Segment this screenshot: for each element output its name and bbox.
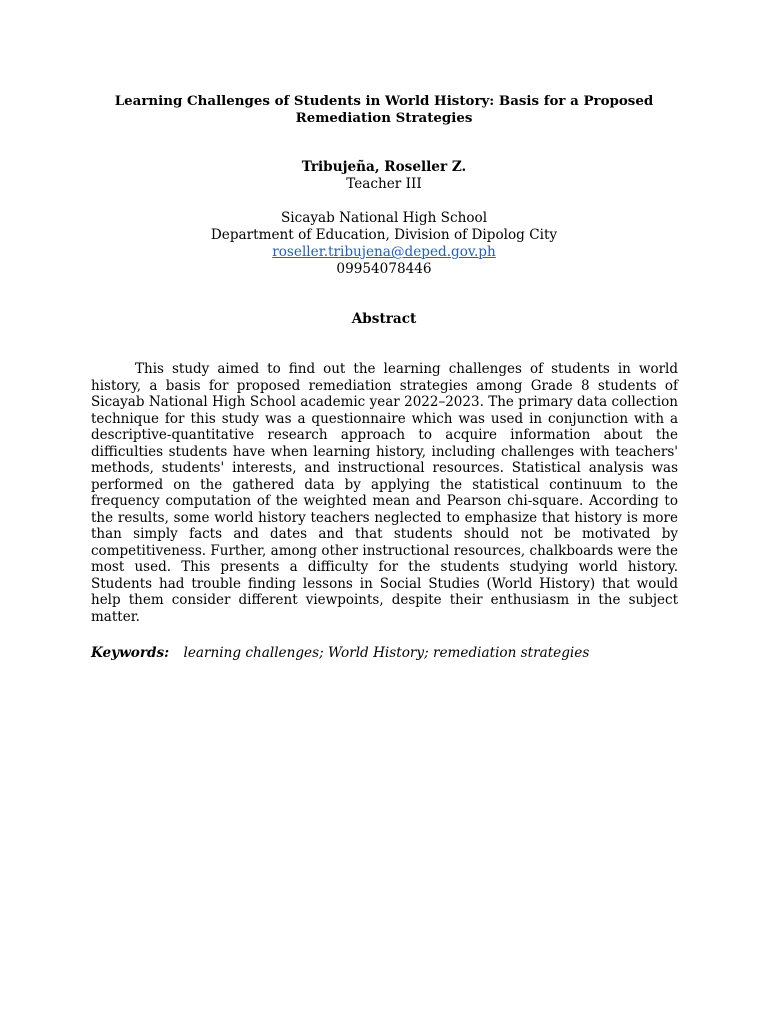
paper-title: Learning Challenges of Students in World History: Basis for a Proposed Remediation Strategies <box>114 93 654 126</box>
keywords-line <box>91 645 678 662</box>
keywords-label: Keywords: <box>91 645 170 661</box>
keywords-text: learning challenges; World History; remediation strategies <box>183 645 590 661</box>
author-position: Teacher III <box>346 176 422 192</box>
author-spacer <box>100 193 668 210</box>
author-name: Tribujeña, Roseller Z. <box>301 159 467 175</box>
author-school: Sicayab National High School <box>280 210 488 226</box>
abstract-heading: Abstract <box>351 311 417 327</box>
author-department: Department of Education, Division of Dipolog City <box>210 227 558 243</box>
author-block <box>100 159 668 278</box>
abstract-body: This study aimed to find out the learning challenges of students in world history, a basis for proposed remediation strategies among Grade 8 students of Sicayab National High School academic year 2022–2023. The primary data collection technique for this study was a questionnaire which was used in conjunction with a descriptive-quantitative research approach to acquire information about the difficulties students have when learning history, including challenges with teachers' methods, students' interests, and instructional resources. Statistical analysis was performed on the gathered data by applying the statistical continuum to the frequency computation of the weighted mean and Pearson chi-square. According to the results, some world history teachers neglected to emphasize that history is more than simply facts and dates and that students should not be motivated by competitiveness. Further, among other instructional resources, chalkboards were the most used. This presents a difficulty for the students studying world history. Students had trouble finding lessons in Social Studies (World History) that would help them consider different viewpoints, despite their enthusiasm in the subject matter. <box>91 361 678 625</box>
author-email-link[interactable]: roseller.tribujena@deped.gov.ph <box>272 244 496 260</box>
author-phone: 09954078446 <box>336 261 432 277</box>
